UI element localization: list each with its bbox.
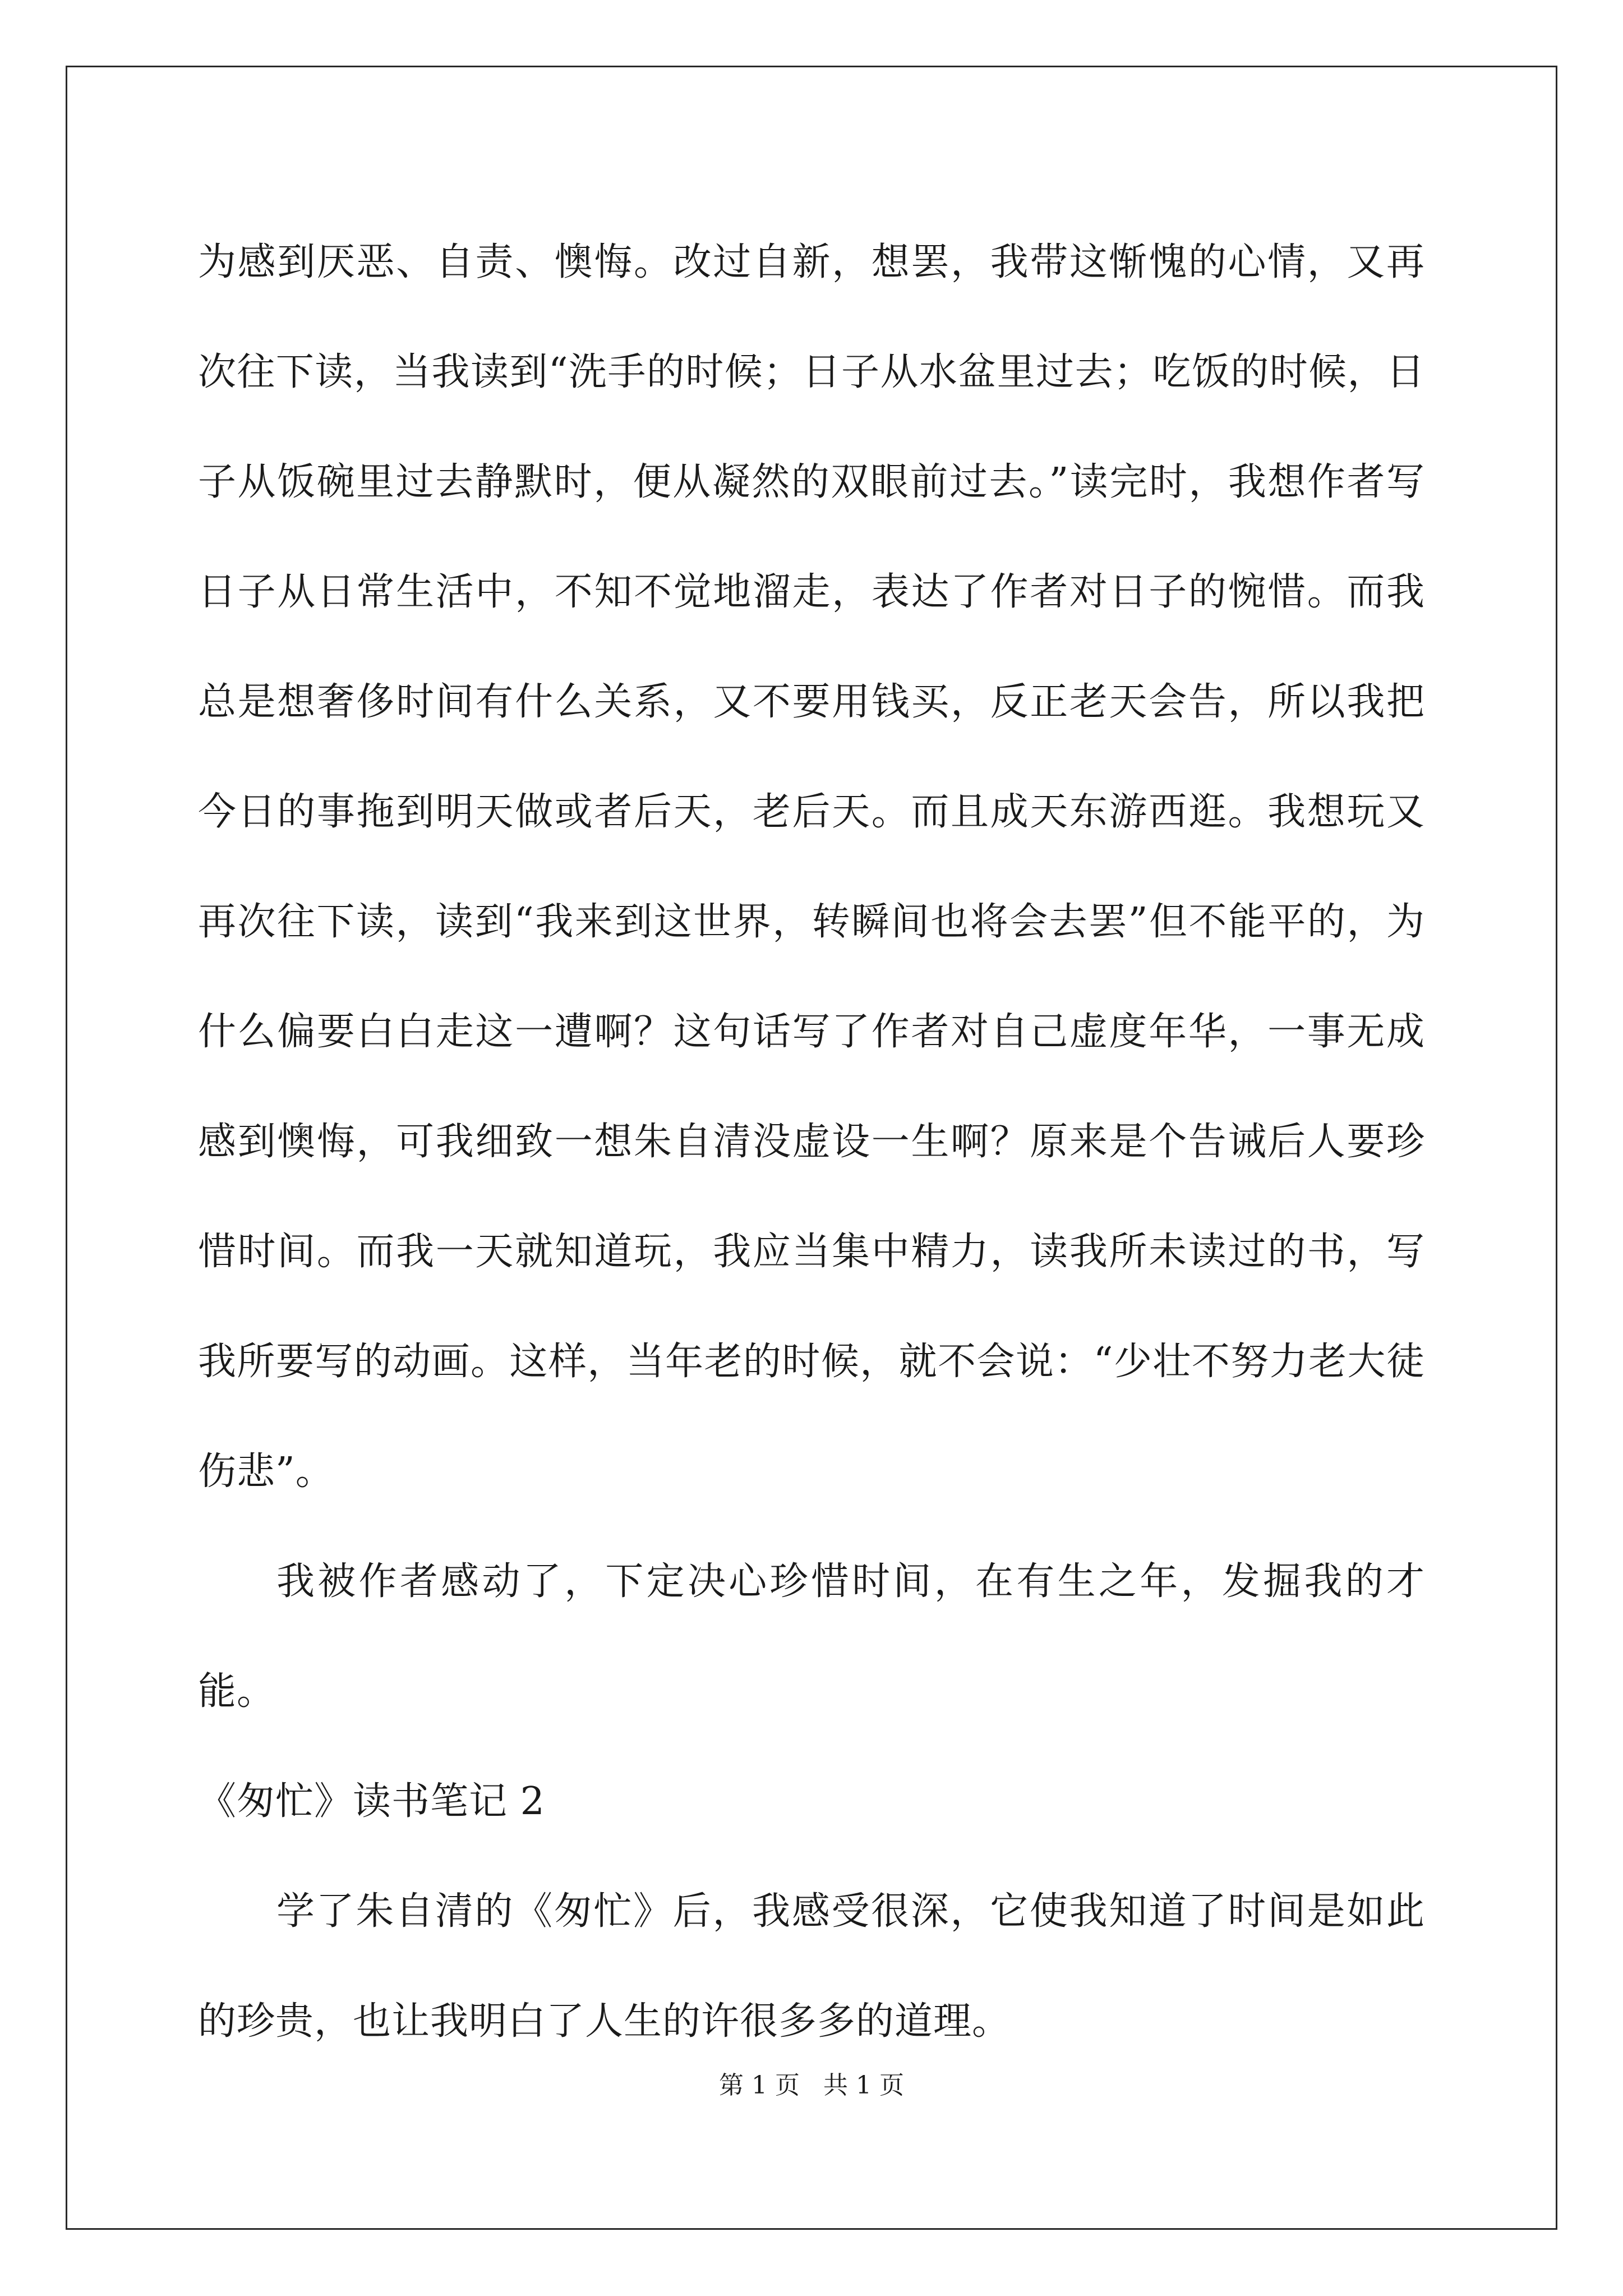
paragraph-2: 我被作者感动了，下定决心珍惜时间，在有生之年，发掘我的才能。 bbox=[198, 1559, 1425, 1714]
paragraph-3: 学了朱自清的《匆忙》后，我感受很深，它使我知道了时间是如此的珍贵，也让我明白了人生的许很多多的道理。 bbox=[198, 1889, 1425, 2044]
document-body bbox=[198, 208, 1425, 2077]
page-footer bbox=[0, 2069, 1623, 2102]
section-heading: 《匆忙》读书笔记 2 bbox=[198, 1779, 545, 1824]
paragraph-1: 为感到厌恶、自责、懊悔。改过自新，想罢，我带这惭愧的心情，又再次往下读，当我读到“洗手的时候；日子从水盆里过去；吃饭的时候，日子从饭碗里过去静默时，便从凝然的双眼前过去。”读完时，我想作者写日子从日常生活中，不知不觉地溜走，表达了作者对日子的惋惜。而我总是想奢侈时间有什么关系，又不要用钱买，反正老天会告，所以我把今日的事拖到明天做或者后天，老后天。而且成天东游西逛。我想玩又再次往下读，读到“我来到这世界，转瞬间也将会去罢”但不能平的，为什么偏要白白走这一遭啊？这句话写了作者对自己虚度年华，一事无成感到懊悔，可我细致一想朱自清没虚设一生啊？原来是个告诫后人要珍惜时间。而我一天就知道玩，我应当集中精力，读我所未读过的书，写我所要写的动画。这样，当年老的时候，就不会说：“少壮不努力老大徒伤悲”。 bbox=[198, 240, 1425, 1494]
page-number: 第 1 页 bbox=[719, 2071, 800, 2100]
page-total: 共 1 页 bbox=[823, 2071, 904, 2100]
